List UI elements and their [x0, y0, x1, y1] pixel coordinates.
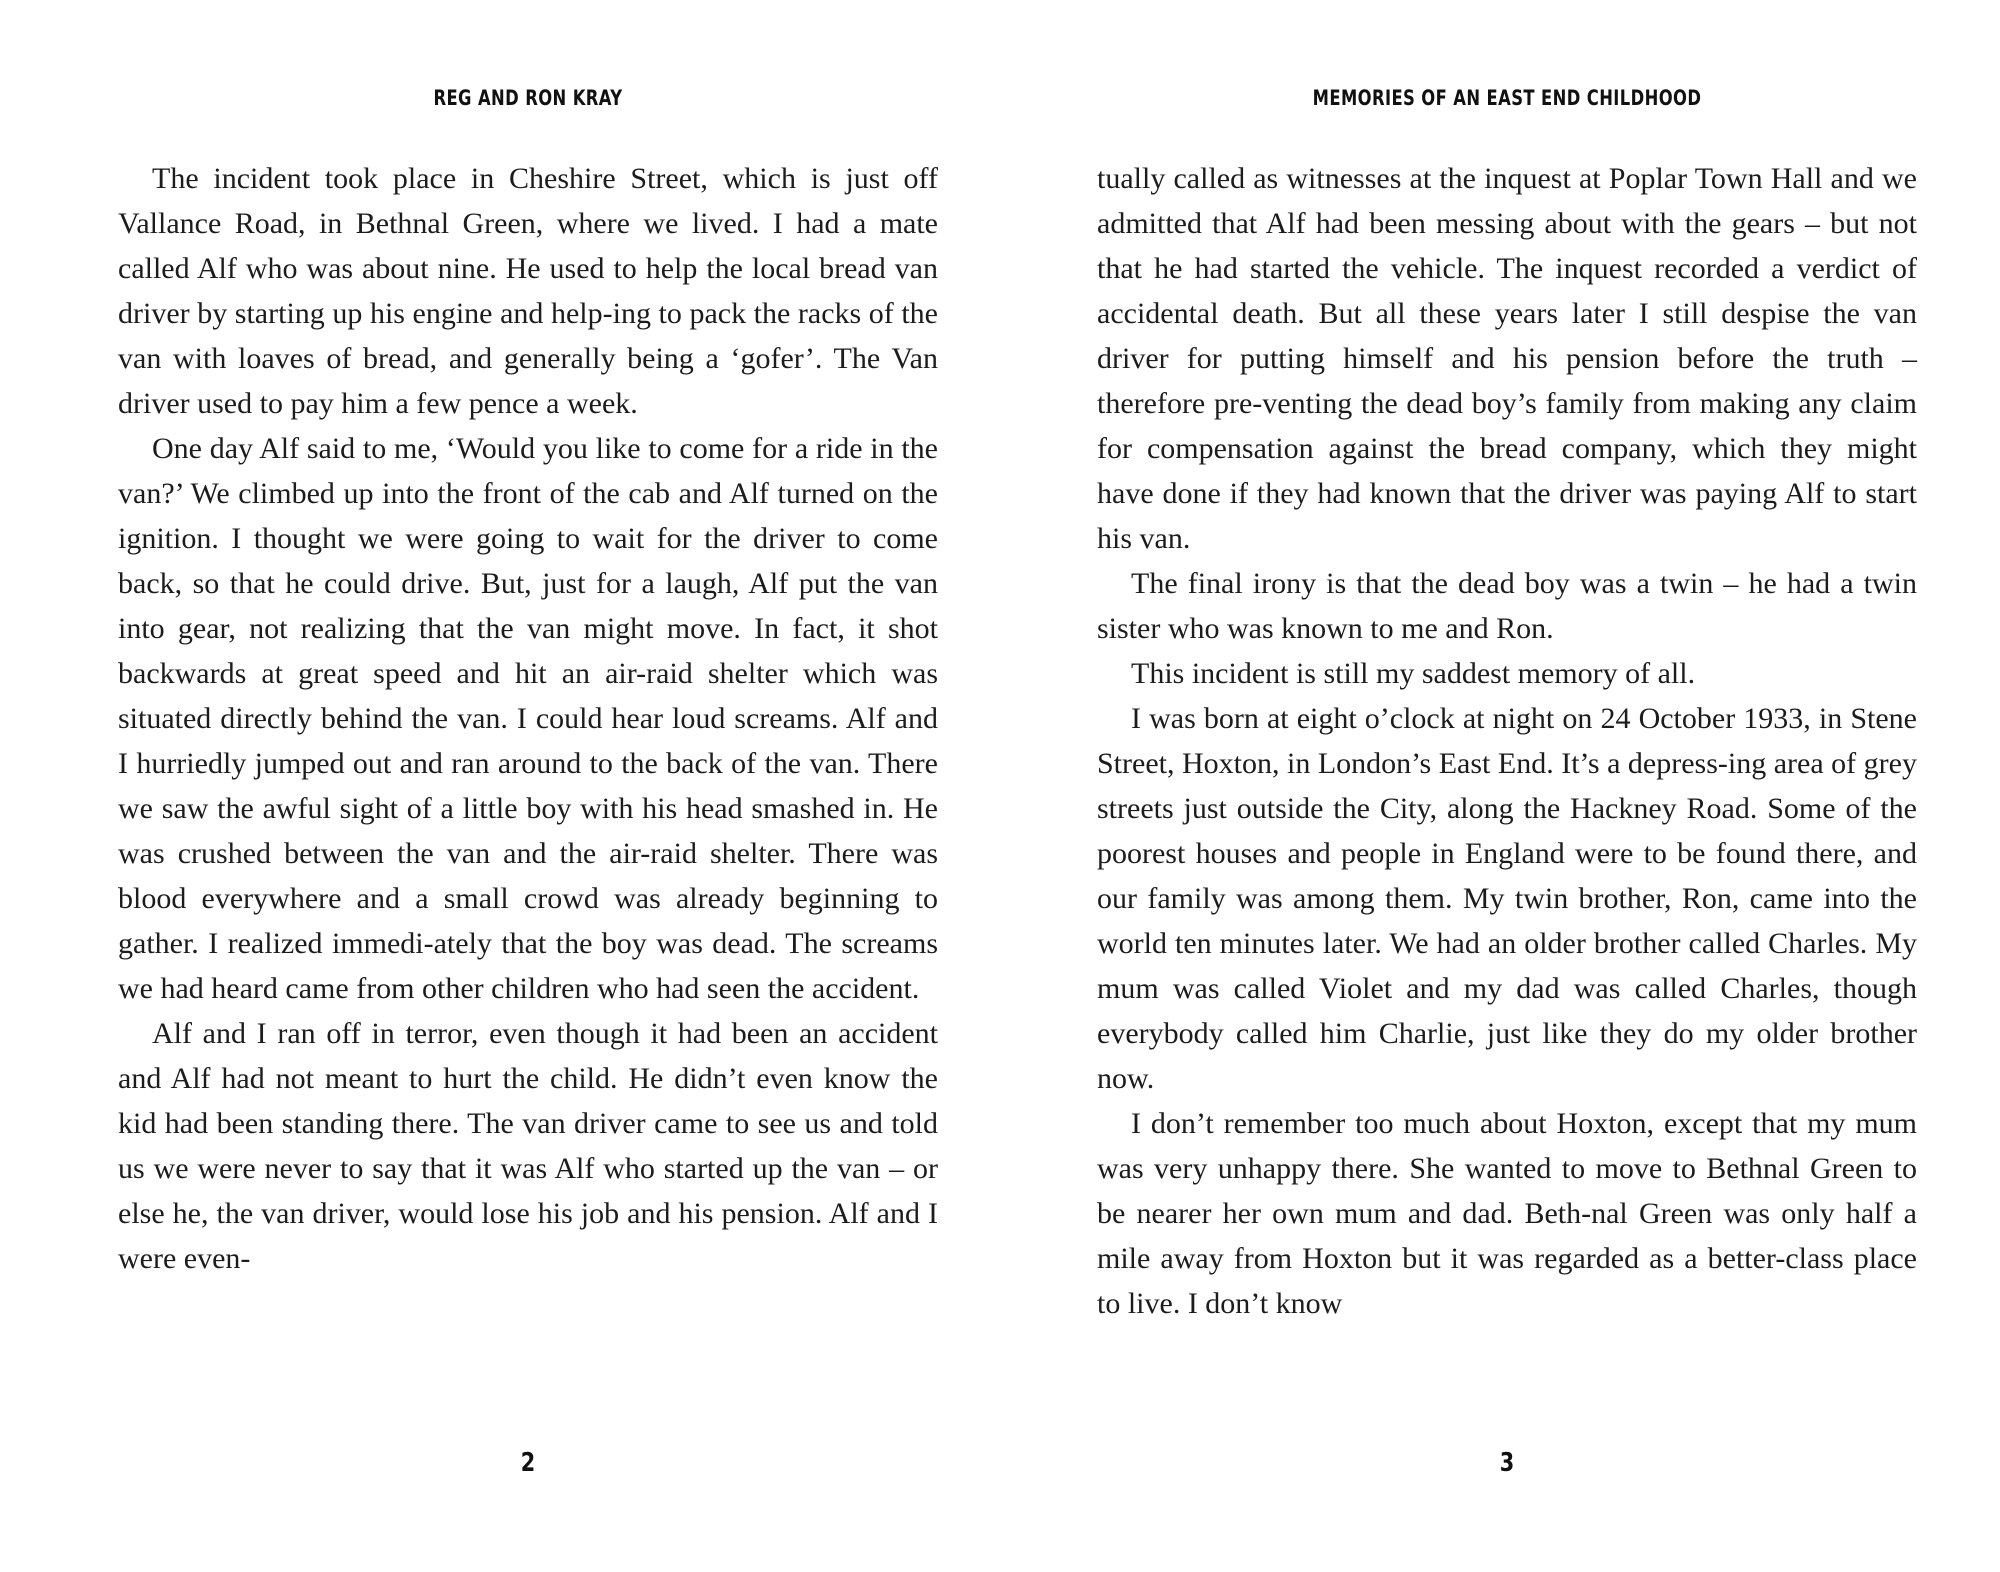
paragraph: One day Alf said to me, ‘Would you like to come for a ride in the van?’ We climbed up into the front of the cab and Alf turned on the ignition. I thought we were going to wait for the driver to come back, so that he could drive. But, just for a laugh, Alf put the van into gear, not realizing that the van might move. In fact, it shot backwards at great speed and hit an air-raid shelter which was situated directly behind the van. I could hear loud screams. Alf and I hurriedly jumped out and ran around to the back of the van. There we saw the awful sight of a little boy with his head smashed in. He was crushed between the van and the air-raid shelter. There was blood everywhere and a small crowd was already beginning to gather. I realized immedi-ately that the boy was dead. The screams we had heard came from other children who had seen the accident.	[118, 432, 938, 1005]
paragraph: The final irony is that the dead boy was a twin – he had a twin sister who was known to me and Ron.	[1097, 567, 1917, 645]
paragraph: The incident took place in Cheshire Street, which is just off Vallance Road, in Bethnal Green, where we lived. I had a mate called Alf who was about nine. He used to help the local bread van driver by starting up his engine and help-ing to pack the racks of the van with loaves of bread, and generally being a ‘gofer’. The Van driver used to pay him a few pence a week.	[118, 162, 938, 420]
right-page	[1097, 0, 1917, 1572]
running-head-right: MEMORIES OF AN EAST END CHILDHOOD	[1312, 86, 1702, 110]
paragraph: I was born at eight o’clock at night on 24 October 1933, in Stene Street, Hoxton, in London’s East End. It’s a depress-ing area of grey streets just outside the City, along the Hackney Road. Some of the poorest houses and people in England were to be found there, and our family was among them. My twin brother, Ron, came into the world ten minutes later. We had an older brother called Charles. My mum was called Violet and my dad was called Charles, though everybody called him Charlie, just like they do my older brother now.	[1097, 702, 1917, 1095]
running-head-left: REG AND RON KRAY	[433, 86, 623, 110]
left-page	[118, 0, 938, 1572]
left-page-body	[118, 156, 938, 1281]
right-page-body	[1097, 156, 1917, 1326]
paragraph: This incident is still my saddest memory of all.	[1131, 657, 1696, 690]
paragraph-continuation: tually called as witnesses at the inquest at Poplar Town Hall and we admitted that Alf had been messing about with the gears – but not that he had started the vehicle. The inquest recorded a verdict of accidental death. But all these years later I still despise the van driver for putting himself and his pension before the truth – therefore pre-venting the dead boy’s family from making any claim for compensation against the bread company, which they might have done if they had known that the driver was paying Alf to start his van.	[1097, 162, 1917, 555]
paragraph: Alf and I ran off in terror, even though it had been an accident and Alf had not meant to hurt the child. He didn’t even know the kid had been standing there. The van driver came to see us and told us we were never to say that it was Alf who started up the van – or else he, the van driver, would lose his job and his pension. Alf and I were even-	[118, 1017, 938, 1275]
page-number-left: 2	[520, 1448, 536, 1478]
paragraph: I don’t remember too much about Hoxton, except that my mum was very unhappy there. She wanted to move to Bethnal Green to be nearer her own mum and dad. Beth-nal Green was only half a mile away from Hoxton but it was regarded as a better-class place to live. I don’t know	[1097, 1107, 1917, 1320]
page-number-right: 3	[1499, 1448, 1515, 1478]
